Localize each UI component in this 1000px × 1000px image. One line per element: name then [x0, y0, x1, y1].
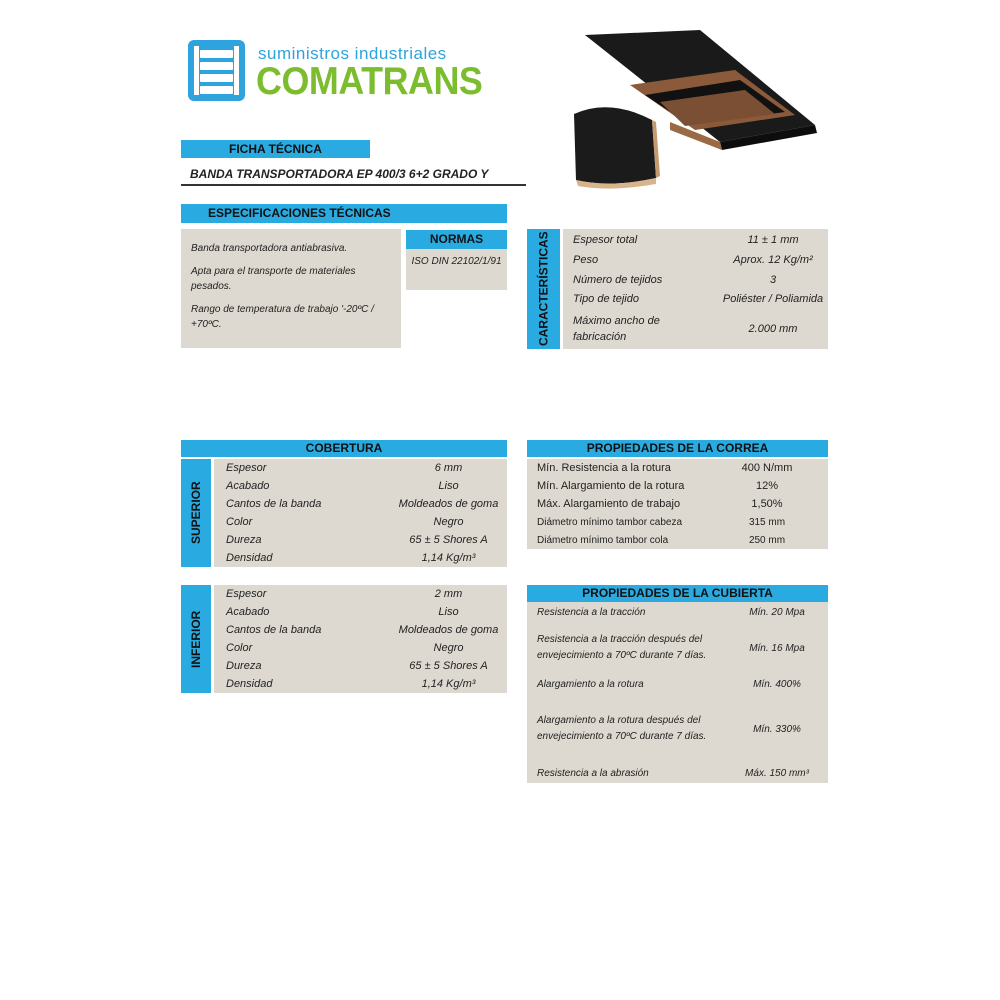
table-row	[537, 513, 828, 531]
table-row	[226, 603, 507, 621]
normas-value: ISO DIN 22102/1/91	[406, 249, 507, 290]
row-key: Espesor	[226, 588, 267, 600]
row-value: Moldeados de goma	[398, 624, 499, 636]
description-box	[181, 229, 401, 348]
row-value: 3	[769, 274, 777, 286]
row-key: Diámetro mínimo tambor cabeza	[537, 516, 683, 528]
table-row	[537, 495, 828, 513]
table-row	[226, 531, 507, 549]
ficha-tecnica-header: FICHA TÉCNICA	[181, 140, 370, 158]
table-row	[226, 657, 507, 675]
row-value: Máx. 150 mm³	[745, 767, 809, 779]
table-row	[573, 272, 828, 288]
row-value: Poliéster / Poliamida	[722, 293, 824, 305]
row-value: 12%	[755, 480, 779, 492]
row-value: Mín. 400%	[753, 678, 801, 690]
row-value: Negro	[433, 516, 464, 528]
row-value: 1,14 Kg/m³	[421, 678, 476, 690]
logo-icon	[188, 40, 245, 101]
row-key: Peso	[573, 254, 599, 266]
table-row	[537, 531, 828, 549]
table-row	[226, 477, 507, 495]
description-line: Banda transportadora antiabrasiva.	[191, 243, 348, 254]
cobertura-header: COBERTURA	[181, 440, 507, 457]
caracteristicas-table	[563, 229, 828, 349]
row-key: Mín. Alargamiento de la rotura	[537, 480, 685, 492]
row-key: Densidad	[226, 552, 273, 564]
row-key: Alargamiento a la rotura después del envejecimiento a 70ºC durante 7 días.	[537, 715, 707, 742]
row-value: Moldeados de goma	[398, 498, 499, 510]
row-key: Dureza	[226, 660, 262, 672]
logo-tagline: suministros industriales	[258, 44, 447, 63]
row-key: Dureza	[226, 534, 262, 546]
row-key: Resistencia a la tracción	[537, 606, 646, 618]
propiedades-correa-table	[527, 459, 828, 549]
row-value: 400 N/mm	[741, 462, 793, 474]
row-value: 11 ± 1 mm	[747, 234, 799, 246]
row-value: 250 mm	[748, 534, 786, 546]
row-key: Cantos de la banda	[226, 498, 322, 510]
row-value: Liso	[438, 480, 459, 492]
table-row	[537, 459, 828, 477]
table-row	[226, 585, 507, 603]
caracteristicas-label: CARACTERÍSTICAS	[527, 229, 560, 349]
row-value: Negro	[433, 642, 464, 654]
row-key: Acabado	[226, 606, 270, 618]
title-divider	[181, 184, 526, 186]
description-line: Rango de temperatura de trabajo '-20ºC / +70ºC.	[191, 304, 374, 330]
row-value: 1,14 Kg/m³	[421, 552, 476, 564]
row-value: 2.000 mm	[748, 323, 798, 335]
table-row	[537, 624, 828, 672]
table-row	[226, 675, 507, 693]
row-key: Tipo de tejido	[573, 293, 639, 305]
table-row	[226, 639, 507, 657]
row-key: Diámetro mínimo tambor cola	[537, 534, 669, 546]
superior-table	[214, 459, 507, 567]
row-key: Espesor	[226, 462, 267, 474]
table-row	[573, 312, 828, 346]
table-row	[573, 291, 828, 307]
table-row	[573, 252, 828, 268]
especificaciones-header: ESPECIFICACIONES TÉCNICAS	[181, 204, 507, 223]
row-key: Densidad	[226, 678, 273, 690]
row-key: Color	[226, 516, 253, 528]
table-row	[537, 765, 828, 781]
logo-brand: COMATRANS	[256, 60, 483, 103]
row-value: 315 mm	[748, 516, 786, 528]
table-row	[573, 232, 828, 248]
propiedades-cubierta-table	[527, 602, 828, 783]
row-key: Espesor total	[573, 234, 638, 246]
row-key: Máx. Alargamiento de trabajo	[537, 498, 681, 510]
row-key: Alargamiento a la rotura	[537, 678, 644, 690]
table-row	[537, 705, 828, 753]
document-title: BANDA TRANSPORTADORA EP 400/3 6+2 GRADO Y	[190, 167, 489, 181]
row-key: Resistencia a la tracción después del envejecimiento a 70ºC durante 7 días.	[537, 634, 707, 661]
row-value: 6 mm	[434, 462, 463, 474]
table-row	[537, 676, 828, 692]
row-value: Mín. 20 Mpa	[749, 606, 805, 618]
propiedades-cubierta-header: PROPIEDADES DE LA CUBIERTA	[527, 585, 828, 602]
conveyor-belt-image	[570, 30, 820, 190]
row-value: Mín. 16 Mpa	[749, 642, 805, 654]
table-row	[226, 549, 507, 567]
normas-header: NORMAS	[406, 230, 507, 249]
table-row	[537, 477, 828, 495]
table-row	[537, 604, 828, 620]
row-key: Color	[226, 642, 253, 654]
table-row	[226, 495, 507, 513]
table-row	[226, 513, 507, 531]
row-value: 2 mm	[434, 588, 463, 600]
table-row	[226, 459, 507, 477]
row-value: Liso	[438, 606, 459, 618]
row-key: Resistencia a la abrasión	[537, 767, 649, 779]
description-line: Apta para el transporte de materiales pesados.	[191, 266, 356, 292]
inferior-table	[214, 585, 507, 693]
row-key: Acabado	[226, 480, 270, 492]
row-value: Aprox. 12 Kg/m²	[733, 254, 813, 266]
row-value: 1,50%	[751, 498, 783, 510]
row-key: Número de tejidos	[573, 274, 663, 286]
row-key: Máximo ancho de fabricación	[573, 315, 660, 343]
row-key: Cantos de la banda	[226, 624, 322, 636]
superior-label: SUPERIOR	[181, 459, 211, 567]
row-value: 65 ± 5 Shores A	[409, 660, 488, 672]
row-key: Mín. Resistencia a la rotura	[537, 462, 671, 474]
row-value: Mín. 330%	[753, 723, 801, 735]
row-value: 65 ± 5 Shores A	[409, 534, 488, 546]
table-row	[226, 621, 507, 639]
propiedades-correa-header: PROPIEDADES DE LA CORREA	[527, 440, 828, 457]
inferior-label: INFERIOR	[181, 585, 211, 693]
